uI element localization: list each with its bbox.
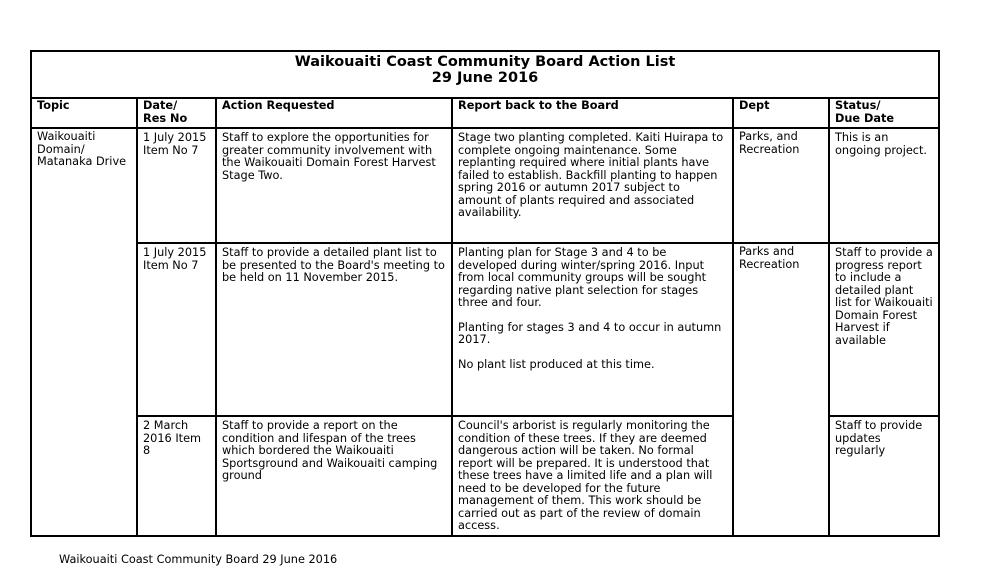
dept-cell: Parks and Recreation xyxy=(733,243,829,536)
header-row xyxy=(31,98,939,128)
action-cell: Staff to provide a report on the condition and lifespan of the trees which bordered the Waikouaiti Sportsground and Waikouaiti camping ground xyxy=(216,416,452,536)
action-cell: Staff to provide a detailed plant list to be presented to the Board's meeting to be held on 11 November 2015. xyxy=(216,243,452,416)
dept-cell: Parks, and Recreation xyxy=(733,128,829,243)
table-row xyxy=(31,128,939,243)
header-status-line2: Due Date xyxy=(835,111,895,125)
document-date: 29 June 2016 xyxy=(431,70,539,86)
report-paragraph: No plant list produced at this time. xyxy=(458,357,655,371)
action-cell: Staff to explore the opportunities for greater community involvement with the Waikouaiti Domain Forest Harvest Stage Two. xyxy=(216,128,452,243)
header-date-line2: Res No xyxy=(143,111,188,125)
date-cell: 1 July 2015 Item No 7 xyxy=(137,128,216,243)
report-cell xyxy=(452,128,733,243)
page-footer: Waikouaiti Coast Community Board 29 June 2016 xyxy=(59,553,338,566)
report-cell xyxy=(452,416,733,536)
header-date-line1: Date/ xyxy=(143,99,178,112)
header-dept: Dept xyxy=(733,98,829,128)
header-status-line1: Status/ xyxy=(835,99,881,112)
header-status xyxy=(829,98,939,128)
report-paragraph: Stage two planting completed. Kaiti Huirapa to complete ongoing maintenance. Some replanting required where initial plants have failed to establish. Backfill planting to happen spring 2016 or autumn 2017 subject to amount of plants required and associated availability. xyxy=(458,131,724,219)
report-paragraph: Planting plan for Stage 3 and 4 to be developed during winter/spring 2016. Input from local community groups will be sought regarding native plant selection for stages three and four. xyxy=(458,246,707,309)
date-cell: 1 July 2015 Item No 7 xyxy=(137,243,216,416)
header-date xyxy=(137,98,216,128)
date-cell: 2 March 2016 Item 8 xyxy=(137,416,216,536)
action-list-table xyxy=(30,50,940,537)
report-cell xyxy=(452,243,733,416)
table-title-cell xyxy=(31,51,939,98)
status-cell: Staff to provide updates regularly xyxy=(829,416,939,536)
header-action: Action Requested xyxy=(216,98,452,128)
status-cell: This is an ongoing project. xyxy=(829,128,939,243)
topic-cell: Waikouaiti Domain/ Matanaka Drive xyxy=(31,128,137,536)
document-title: Waikouaiti Coast Community Board Action List xyxy=(294,54,676,70)
report-paragraph: Planting for stages 3 and 4 to occur in autumn 2017. xyxy=(458,320,722,346)
report-paragraph: Council's arborist is regularly monitoring the condition of these trees. If they are deemed dangerous action will be taken. No formal report will be prepared. It is understood that these trees have a limited life and a plan will need to be developed for the future management of them. This work should be carried out as part of the review of domain access. xyxy=(458,419,713,532)
table-row xyxy=(31,243,939,416)
header-report: Report back to the Board xyxy=(452,98,733,128)
status-cell: Staff to provide a progress report to include a detailed plant list for Waikouaiti Domain Forest Harvest if available xyxy=(829,243,939,416)
header-topic: Topic xyxy=(31,98,137,128)
